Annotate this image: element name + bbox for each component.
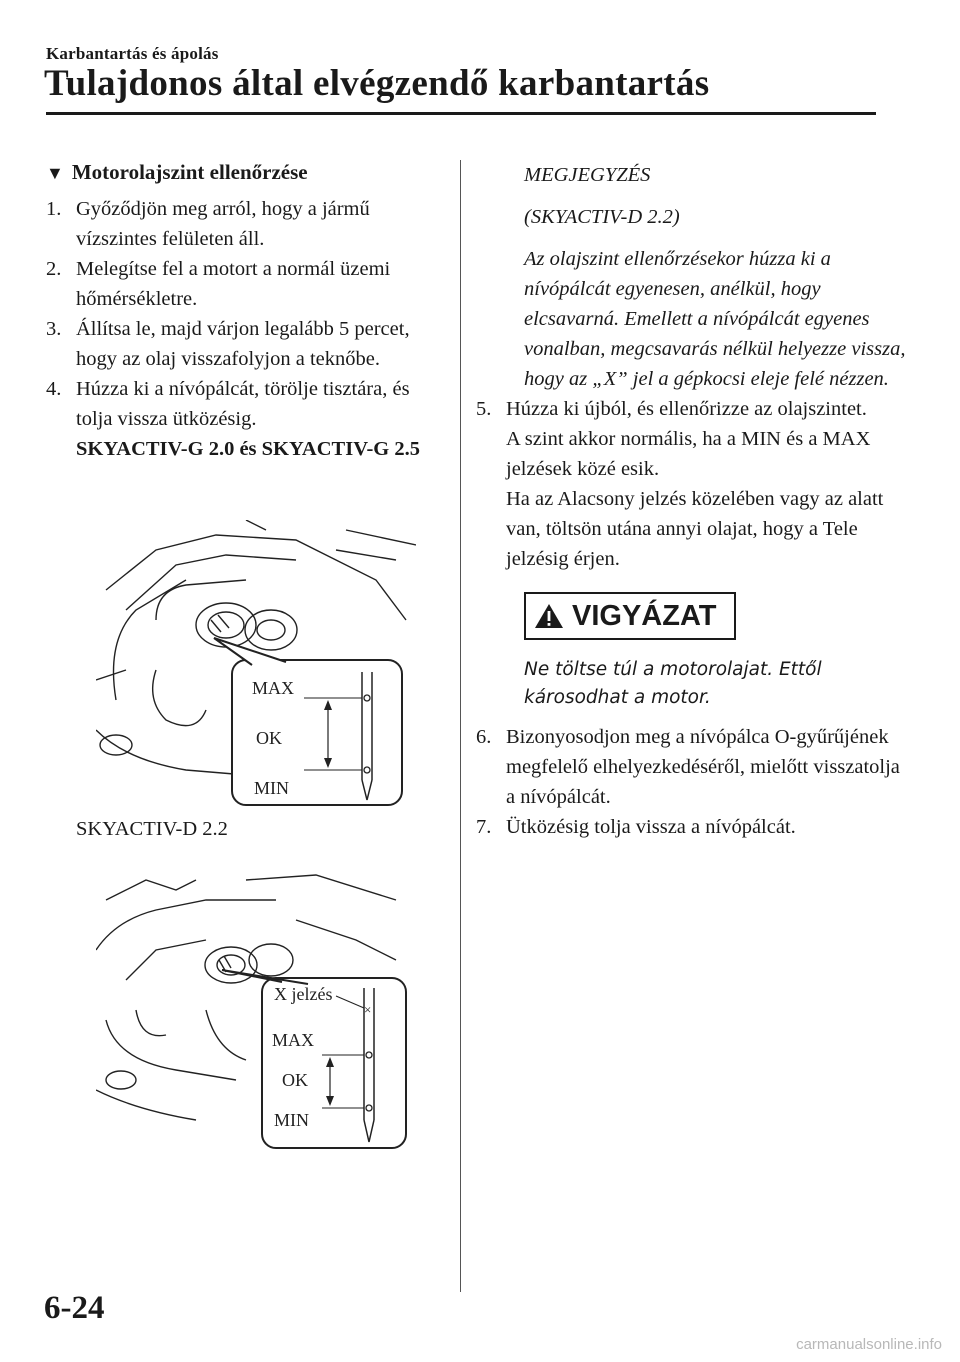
- page-number: 6-24: [44, 1290, 105, 1326]
- fig1-max-label: MAX: [252, 678, 295, 698]
- left-column: [46, 194, 446, 464]
- list-item: [46, 314, 446, 374]
- list-item: [46, 254, 446, 314]
- list-item: [46, 374, 446, 464]
- step-text: Ütközésig tolja vissza a nívópálcát.: [506, 816, 796, 838]
- step-number: 6.: [476, 726, 492, 748]
- list-item: [46, 194, 446, 254]
- right-column: [476, 160, 906, 842]
- step-number: 1.: [46, 198, 62, 220]
- page-title: Tulajdonos által elvégzendő karbantartás: [44, 63, 710, 104]
- subheading: [46, 160, 308, 185]
- step-text: Állítsa le, majd várjon legalább 5 percet, hogy az olaj visszafolyjon a teknőbe.: [76, 318, 410, 370]
- x-mark-glyph: ×: [364, 1002, 372, 1017]
- fig1-ok-label: OK: [256, 728, 282, 748]
- fig1-min-label: MIN: [254, 778, 289, 798]
- fig2-min-label: MIN: [274, 1110, 309, 1130]
- watermark: carmanualsonline.info: [796, 1336, 942, 1353]
- step-number: 5.: [476, 398, 492, 420]
- caution-body: Ne töltse túl a motorolajat. Ettől károsodhat a motor.: [524, 659, 822, 708]
- step-number: 2.: [46, 258, 62, 280]
- step-number: 4.: [46, 378, 62, 400]
- step-text: A szint akkor normális, ha a MIN és a MAX jelzések közé esik.: [506, 428, 871, 480]
- fig2-x-label: X jelzés: [274, 984, 333, 1004]
- step-text: Győződjön meg arról, hogy a jármű vízszintes felületen áll.: [76, 198, 370, 250]
- note-body: Az olajszint ellenőrzésekor húzza ki a nívópálcát egyenesen, anélkül, hogy elcsavarná. Emellett a nívópálcát egyenes vonalban, megcsavarás nélkül helyezze vissza, hogy az „X” jel a gépkocsi eleje felé nézzen.: [524, 248, 906, 390]
- fig2-max-label: MAX: [272, 1030, 315, 1050]
- variant-petrol-label: SKYACTIV-G 2.0 és SKYACTIV-G 2.5: [76, 438, 420, 460]
- step-text: Ha az Alacsony jelzés közelében vagy az alatt van, töltsön utána annyi olajat, hogy a Tele jelzésig érjen.: [506, 488, 884, 570]
- note-block: [476, 160, 906, 394]
- caution-label: VIGYÁZAT: [572, 600, 717, 632]
- title-rule: [46, 112, 876, 115]
- dipstick-figure-petrol: [96, 520, 416, 815]
- down-triangle-icon: ▼: [46, 163, 64, 183]
- list-item: [476, 394, 906, 574]
- step-text: Húzza ki a nívópálcát, törölje tisztára, és tolja vissza ütközésig.: [76, 378, 410, 430]
- variant-diesel-label: SKYACTIV-D 2.2: [76, 818, 228, 840]
- subheading-text: Motorolajszint ellenőrzése: [71, 160, 308, 184]
- column-divider: [460, 160, 461, 1292]
- section-label: Karbantartás és ápolás: [46, 44, 219, 63]
- step-number: 3.: [46, 318, 62, 340]
- step-text: Húzza ki újból, és ellenőrizze az olajszintet.: [506, 398, 867, 420]
- warning-triangle-icon: [534, 603, 564, 629]
- list-item: [476, 812, 906, 842]
- caution-box: [524, 592, 736, 640]
- step-text: Melegítse fel a motort a normál üzemi hőmérsékletre.: [76, 258, 391, 310]
- step-text: Bizonyosodjon meg a nívópálca O-gyűrűjének megfelelő elhelyezkedéséről, mielőtt visszatolja a nívópálcát.: [506, 726, 900, 808]
- note-subtitle: (SKYACTIV-D 2.2): [524, 206, 680, 228]
- fig2-ok-label: OK: [282, 1070, 308, 1090]
- list-item: [476, 722, 906, 812]
- note-title: MEGJEGYZÉS: [524, 164, 651, 186]
- step-number: 7.: [476, 816, 492, 838]
- dipstick-figure-diesel: [96, 860, 416, 1155]
